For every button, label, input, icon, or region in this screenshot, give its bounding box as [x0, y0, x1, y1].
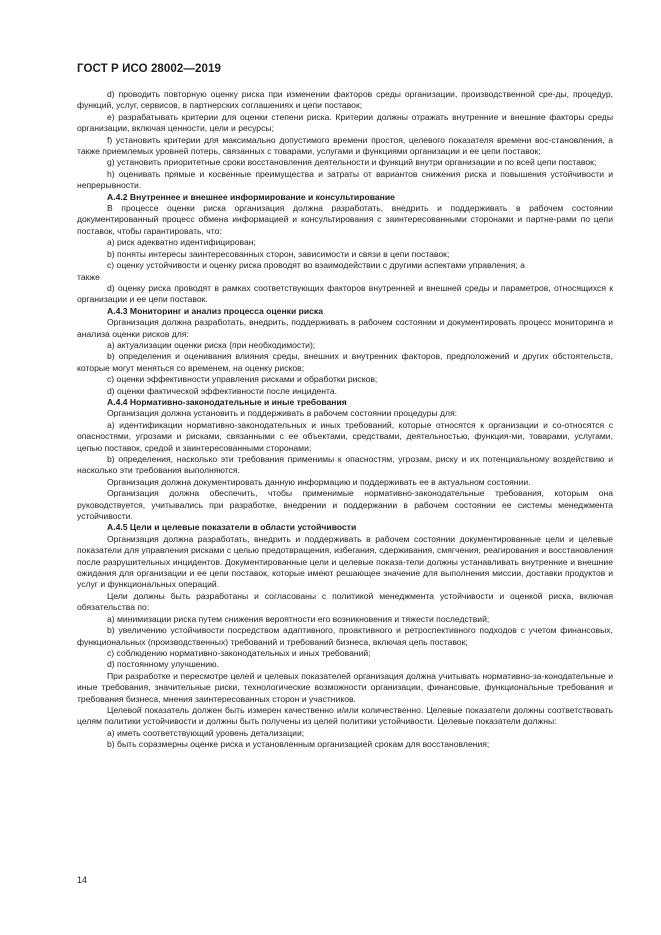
paragraph: d) оценку риска проводят в рамках соответствующих факторов внутренней и внешней среды и параметров, относящихся к организации и ее цепи поставок.: [77, 282, 613, 305]
paragraph: a) идентификации нормативно-законодательных и иных требований, которые относятся к организации и со-относятся с опасностями, угрозами и рисками, связанными с ее объектами, средствами, деятельностью, функция-ми, товарами, услугами, цепью поставок, средой и заинтересованными сторонами;: [77, 419, 613, 453]
paragraph: Организация должна документировать данную информацию и поддерживать ее в актуальном состоянии.: [107, 476, 531, 487]
paragraph: Организация должна разработать, внедрить, поддерживать в рабочем состоянии и документировать процесс мониторинга и анализа оценки рисков для:: [77, 317, 613, 339]
paragraph: Цели должны быть разработаны и согласованы с политикой менеджмента устойчивости и оценкой риска, включая обязательства по:: [77, 590, 613, 613]
paragraph: g) установить приоритетные сроки восстановления деятельности и функций внутри организации и по всей цепи поставок;: [107, 157, 597, 168]
paragraph: также: [77, 271, 100, 282]
paragraph: d) постоянному улучшению.: [107, 659, 219, 670]
section-heading-a-4-2: А.4.2 Внутреннее и внешнее информирование и консультирование: [107, 191, 395, 202]
paragraph: a) иметь соответствующий уровень детализации;: [107, 727, 305, 738]
page-header: ГОСТ Р ИСО 28002—2019: [77, 63, 222, 75]
paragraph: b) увеличению устойчивости посредством адаптивного, проактивного и ретроспективного подходов с учетом финансовых, функциональных (производственных) требований и требований бизнеса, включая цепь поставок;: [77, 625, 613, 647]
paragraph: e) разрабатывать критерии для оценки степени риска. Критерии должны отражать внутренние и внешние факторы среды организации, включая ценности, цели и ресурсы;: [77, 111, 613, 134]
paragraph: b) определения и оценивания влияния среды, внешних и внутренних факторов, предположений и других обстоятельств, которые могут меняться со временем, на оценку рисков;: [77, 351, 613, 373]
paragraph: f) установить критерии для максимально допустимого времени простоя, целевого показателя времени вос-становления, а также приемлемых уровней потерь, связанных с товарами, услугами и функциями организации и ее цепи поставок;: [77, 134, 613, 157]
paragraph: h) оценивать прямые и косвенные преимущества и затраты от вариантов снижения риска и повышения устойчивости и непрерывности.: [77, 168, 613, 191]
paragraph: При разработке и пересмотре целей и целевых показателей организация должна учитывать нормативно-за-конодательные и иные требования, значительные риски, технологические возможности организации, финансовые, функциональные требования и требования бизнеса, мнения заинтересованных сторон и участников.: [77, 670, 613, 704]
section-heading-a-4-4: А.4.4 Нормативно-законодательные и иные требования: [107, 396, 347, 407]
paragraph: c) соблюдению нормативно-законодательных и иных требований;: [107, 647, 371, 658]
document-body: [77, 89, 613, 751]
paragraph: Организация должна установить и поддерживать в рабочем состоянии процедуры для:: [107, 408, 458, 419]
paragraph: a) минимизации риска путем снижения вероятности его возникновения и тяжести последствий;: [107, 613, 490, 624]
paragraph: a) риск адекватно идентифицирован;: [107, 237, 256, 248]
paragraph: c) оценку устойчивости и оценку риска проводят во взаимодействии с другими аспектами управления; а: [107, 260, 525, 271]
paragraph: a) актуализации оценки риска (при необходимости);: [107, 339, 316, 350]
paragraph: d) проводить повторную оценку риска при изменении факторов среды организации, производственной сре-ды, процедур, функций, услуг, сервисов, в партнерских соглашениях и цепи поставок;: [77, 89, 613, 111]
paragraph: b) определения, насколько эти требования применимы к опасностям, угрозам, риску и их потенциальному воздействию и насколько эти требования выполняются.: [77, 454, 613, 476]
section-heading-a-4-3: А.4.3 Мониторинг и анализ процесса оценки риска: [107, 305, 324, 316]
paragraph: Целевой показатель должен быть измерен качественно и/или количественно. Целевые показатели должны соответствовать целям политики устойчивости и должны быть получены из целей политики устойчивости. Целевые показатели должны:: [77, 704, 613, 727]
paragraph: В процессе оценки риска организация должна разработать, внедрить и поддерживать в рабочем состоянии документированный процесс обмена информацией и консультирования с заинтересованными сторонами и партне-рами по цепи поставок, чтобы гарантировать, что:: [77, 203, 613, 236]
paragraph: Организация должна разработать, внедрить и поддерживать в рабочем состоянии документированные цели и целевые показатели для управления рисками с целью предотвращения, избегания, сдерживания, смягчения, реагирования и восстановления после разрушительных инцидентов. Документированные цели и целевые показа-тели должны устанавливать внутренние и внешние ожидания для организации и ее цепи поставок, которые имеют решающее значение для выполнения миссии, доставки продуктов и услуг и функциональных операций.: [77, 533, 613, 590]
paragraph: d) оценки фактической эффективности после инцидента.: [107, 385, 338, 396]
section-heading-a-4-5: А.4.5 Цели и целевые показатели в области устойчивости: [107, 522, 357, 533]
paragraph: b) быть соразмерны оценке риска и установленным организацией срокам для восстановления;: [107, 739, 490, 750]
paragraph: b) поняты интересы заинтересованных сторон, зависимости и связи в цепи поставок;: [107, 248, 450, 259]
page-number: 14: [77, 875, 88, 885]
paragraph: Организация должна обеспечить, чтобы применимые нормативно-законодательные требования, которым она руководствуется, учитывались при разработке, внедрении и поддержании в рабочем состоянии ее системы менеджмента устойчивости.: [77, 488, 613, 522]
paragraph: c) оценки эффективности управления рисками и обработки рисков;: [107, 374, 378, 385]
